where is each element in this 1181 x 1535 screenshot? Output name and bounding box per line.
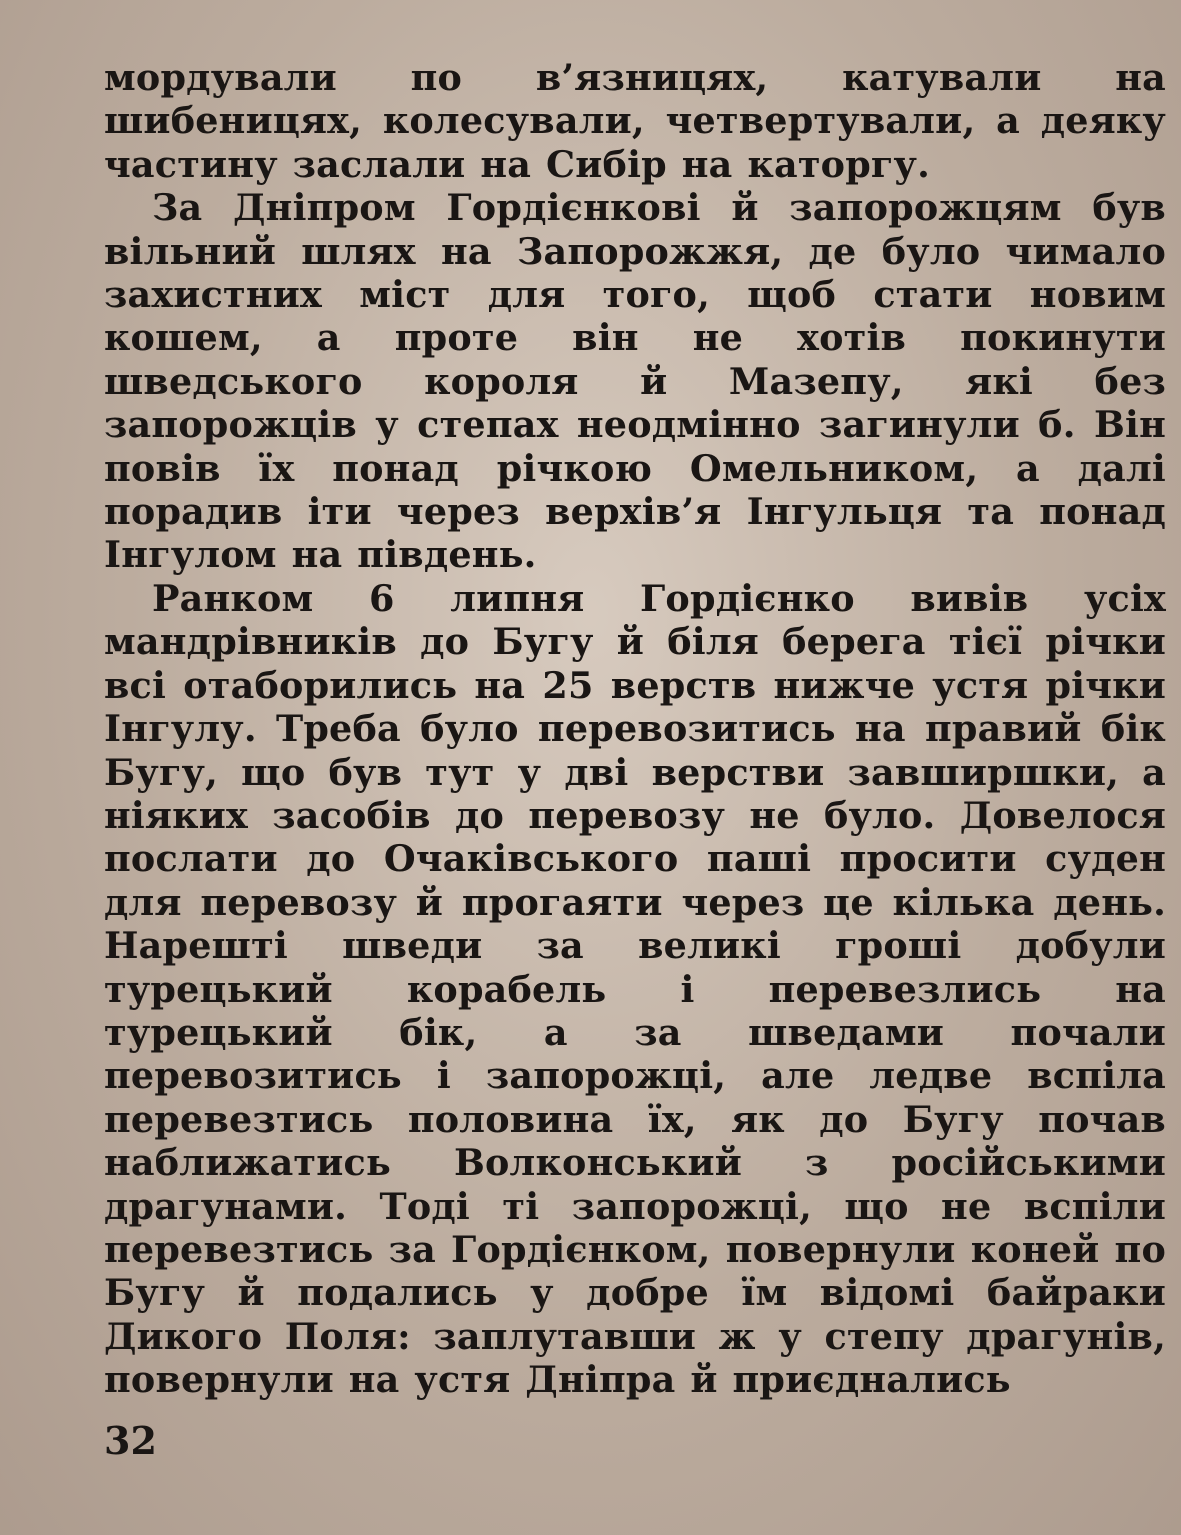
paragraph-3: Ранком 6 липня Гордієнко вивів усіх мандрівників до Бугу й біля берега тієї річки всі отаборились на 25 верств нижче устя річки Інгулу. Треба було перевозитись на правий бік Бугу, що був тут у дві верстви завширшки, а ніяких засобів до перевозу не було. Довелося послати до Очаківського паші просити суден для перевозу й прогаяти через це кілька день. Нарешті шведи за великі гроші добули турецький корабель і перевезлись на турецький бік, а за шведами почали перевозитись і запорожці, але ледве вспіла перевезтись половина їх, як до Бугу почав наближатись Волконський з російськими драгунами. Тоді ті запорожці, що не вспіли перевезтись за Гордієнком, повернули коней по Бугу й подались у добре їм відомі байраки Дикого Поля: заплутавши ж у степу драгунів, повернули на устя Дніпра й приєднались <box>104 576 1166 1402</box>
paragraph-2: За Дніпром Гордієнкові й запорожцям був вільний шлях на Запорожжя, де було чимало захистних міст для того, щоб стати новим кошем, а проте він не хотів покинути шведського короля й Мазепу, які без запорожців у степах неодмінно загинули б. Він повів їх понад річкою Омельником, а далі порадив іти через верхів’я Інгульця та понад Інгулом на південь. <box>104 186 1166 577</box>
body-text <box>104 56 1166 1402</box>
page-number: 32 <box>104 1418 157 1463</box>
paragraph-1: мордували по в’язницях, катували на шибеницях, колесували, четвертували, а деяку частину заслали на Сибір на каторгу. <box>104 56 1166 186</box>
book-page <box>104 56 1166 1496</box>
